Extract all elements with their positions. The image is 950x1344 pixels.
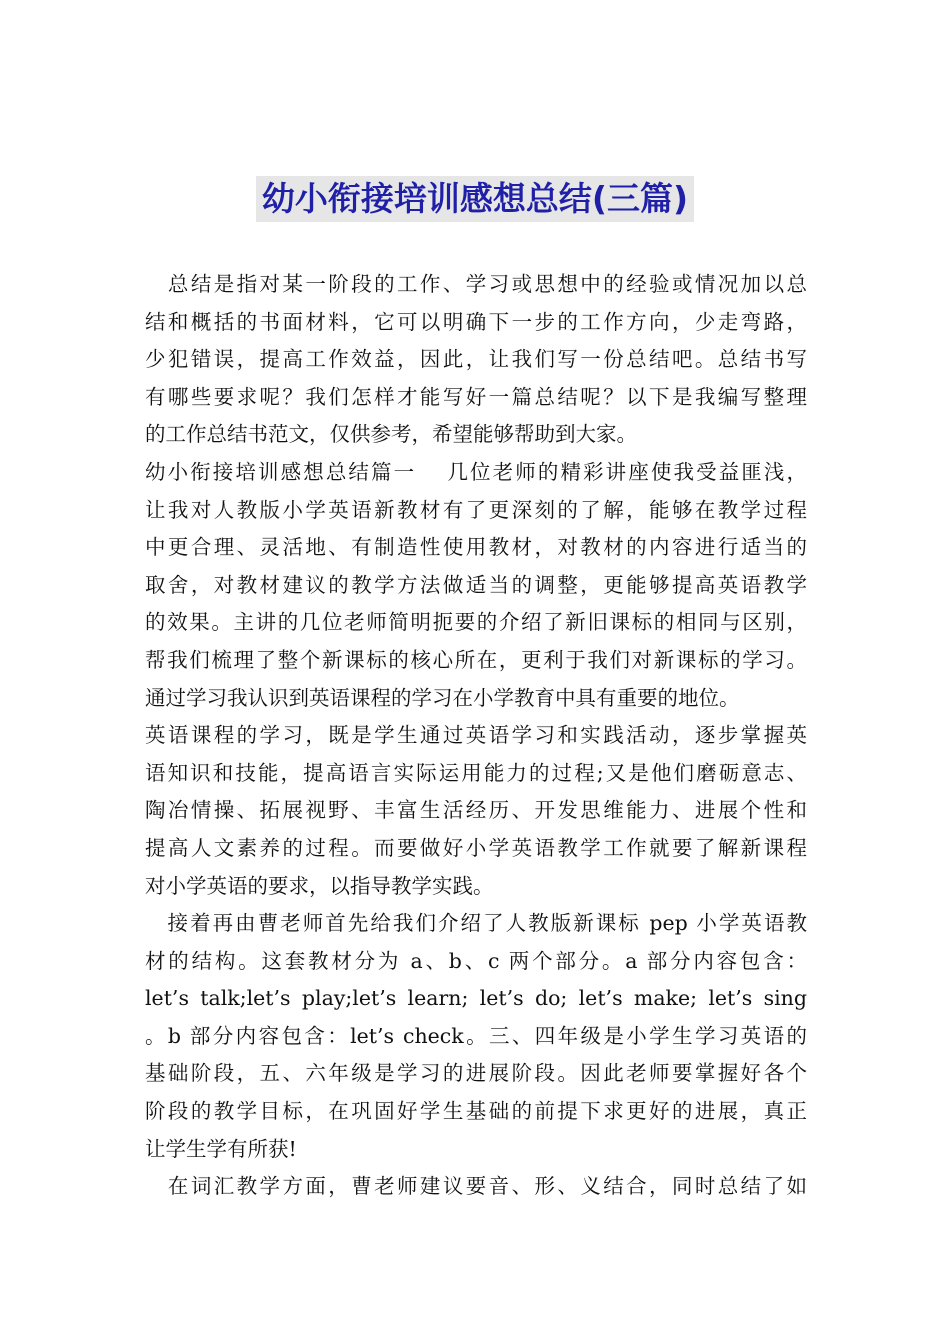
text-line: 语知识和技能，提高语言实际运用能力的过程;又是他们磨砺意志、 <box>145 760 807 785</box>
text-line: 的工作总结书范文，仅供参考，希望能够帮助到大家。 <box>145 422 637 447</box>
text-line: 。b 部分内容包含：let’s check。三、四年级是小学生学习英语的 <box>145 1023 807 1048</box>
text-line: 陶冶情操、拓展视野、丰富生活经历、开发思维能力、进展个性和 <box>145 798 807 823</box>
text-line: 材的结构。这套教材分为 a、b、c 两个部分。a 部分内容包含： <box>145 948 807 973</box>
text-line: 让我对人教版小学英语新教材有了更深刻的了解，能够在教学过程 <box>145 497 807 522</box>
text-line: 帮我们梳理了整个新课标的核心所在，更利于我们对新课标的学习。 <box>145 647 807 672</box>
document-body <box>145 266 807 1206</box>
text-line: 少犯错误，提高工作效益，因此，让我们写一份总结吧。总结书写 <box>145 347 807 372</box>
text-line: 结和概括的书面材料，它可以明确下一步的工作方向，少走弯路， <box>145 309 807 334</box>
text-line: 中更合理、灵活地、有制造性使用教材，对教材的内容进行适当的 <box>145 535 807 560</box>
text-line: 幼小衔接培训感想总结篇一 几位老师的精彩讲座使我受益匪浅， <box>145 459 807 484</box>
text-line: 阶段的教学目标，在巩固好学生基础的前提下求更好的进展，真正 <box>145 1099 807 1124</box>
text-line: 对小学英语的要求，以指导教学实践。 <box>145 873 494 898</box>
title-container <box>0 176 950 222</box>
paragraph-part-one <box>145 454 807 905</box>
text-line: 的效果。主讲的几位老师简明扼要的介绍了新旧课标的相同与区别， <box>145 610 807 635</box>
text-line: 有哪些要求呢？我们怎样才能写好一篇总结呢？以下是我编写整理 <box>145 384 807 409</box>
text-line: 取舍，对教材建议的教学方法做适当的调整，更能够提高英语教学 <box>145 572 807 597</box>
text-line: 在词汇教学方面，曹老师建议要音、形、义结合，同时总结了如 <box>145 1174 807 1199</box>
paragraph-textbook-structure <box>145 905 807 1168</box>
text-line: 通过学习我认识到英语课程的学习在小学教育中具有重要的地位。 <box>145 685 740 710</box>
text-line: 基础阶段，五、六年级是学习的进展阶段。因此老师要掌握好各个 <box>145 1061 807 1086</box>
text-line: 提高人文素养的过程。而要做好小学英语教学工作就要了解新课程 <box>145 835 807 860</box>
document-title: 幼小衔接培训感想总结(三篇) <box>256 176 694 222</box>
text-line: 接着再由曹老师首先给我们介绍了人教版新课标 pep 小学英语教 <box>145 911 807 936</box>
paragraph-vocabulary <box>145 1168 807 1206</box>
text-line: 英语课程的学习，既是学生通过英语学习和实践活动，逐步掌握英 <box>145 723 807 748</box>
paragraph-intro <box>145 266 807 454</box>
text-line: let’s talk;let’s play;let’s learn; let’s do; let’s make; let’s sing <box>145 986 807 1011</box>
text-line: 总结是指对某一阶段的工作、学习或思想中的经验或情况加以总 <box>145 272 807 296</box>
text-line: 让学生学有所获! <box>145 1136 297 1161</box>
